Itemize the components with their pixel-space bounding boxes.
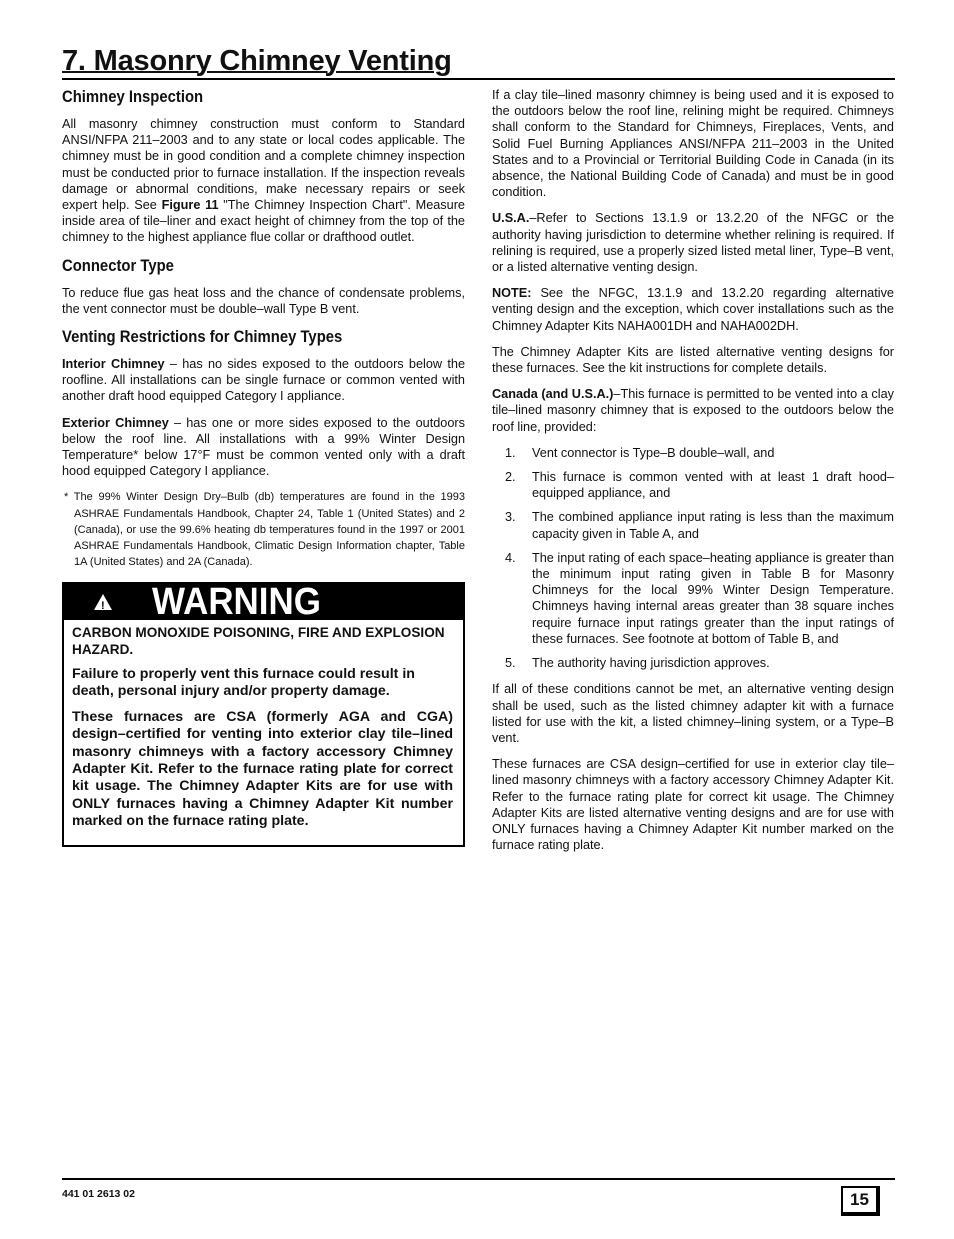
- chimney-inspection-text-1: All masonry chimney construction must conform to Standard ANSI/NFPA 211–2003 and to any state or local codes applicable. The chimney must be in good condition and a complete chimney inspection must be conducted prior to furnace installation. If the inspection reveals damage or abnormal conditions, make necessary repairs or seek expert help. See: [62, 117, 465, 213]
- page-title-text: 7. Masonry Chimney Venting: [62, 45, 452, 77]
- list-item-number: 2.: [505, 470, 516, 485]
- right-column: [492, 87, 894, 863]
- alternative-venting-paragraph: If all of these conditions cannot be met, an alternative venting design shall be used, such as the listed chimney adapter kit with a furnace listed for use with the kit, a listed chimney–lining system, or a Type–B vent.: [492, 682, 894, 745]
- canada-text: –This furnace is permitted to be vented into a clay tile–lined masonry chimney that is exposed to the outdoors below the roof line, provided:: [492, 387, 894, 434]
- warning-box: [62, 582, 465, 847]
- interior-chimney-text: – has no sides exposed to the outdoors below the roofline. All installations can be single furnace or common vented with another draft hood equipped Category I appliance.: [62, 357, 466, 404]
- list-item: [492, 445, 894, 461]
- note-text: See the NFGC, 13.1.9 and 13.2.20 regarding alternative venting design and the exception, which cover installations such as the Chimney Adapter Kits NAHA001DH and NAHA002DH.: [492, 286, 894, 333]
- document-number: 441 01 2613 02: [62, 1188, 135, 1200]
- warning-hazard: CARBON MONOXIDE POISONING, FIRE AND EXPLOSION HAZARD.: [72, 624, 445, 657]
- warning-title: WARNING: [152, 580, 321, 623]
- list-item-number: 4.: [505, 550, 516, 565]
- relining-intro: If a clay tile–lined masonry chimney is being used and it is exposed to the outdoors below the roof line, relining might be required. Chimneys shall conform to the Standard for Chimneys, Fireplaces, Vents, and Solid Fuel Burning Appliances ANSI/NFPA 211–2003 in the United States and to a Provincial or Territorial Building Code in Canada (in its absence, the National Building Code of Canada) and must be in good condition.: [492, 88, 894, 200]
- conditions-list: [492, 445, 894, 671]
- warning-triangle-icon: [94, 594, 112, 610]
- list-item-number: 3.: [505, 510, 516, 525]
- list-item: [492, 550, 894, 647]
- list-item: [492, 509, 894, 541]
- kits-paragraph: The Chimney Adapter Kits are listed alternative venting designs for these furnaces. See the kit instructions for complete details.: [492, 344, 894, 376]
- list-item-text: The input rating of each space–heating appliance is greater than the minimum input rating given in Table B for Masonry Chimneys for the local 99% Winter Design Temperature. Chimneys having internal areas greater than 38 square inches require furnace input ratings greater than the input ratings of these furnaces. See footnote at bottom of Table B, and: [532, 550, 894, 646]
- exterior-chimney-text: – has one or more sides exposed to the outdoors below the roof line. All installations with a 99% Winter Design Temperature* below 17°F must be common vented only with a draft hood equipped Category I appliance.: [62, 415, 465, 479]
- canada-lead: Canada (and U.S.A.): [492, 387, 614, 402]
- warning-paragraph-1: Failure to properly vent this furnace could result in death, personal injury and/or property damage.: [72, 665, 415, 700]
- list-item: [492, 655, 894, 671]
- figure-11-reference[interactable]: Figure 11: [161, 198, 219, 213]
- warning-symbol: !: [101, 599, 105, 612]
- chimney-inspection-text: [62, 116, 465, 246]
- list-item-text: This furnace is common vented with at least 1 draft hood–equipped appliance, and: [532, 470, 894, 501]
- page-title: [62, 46, 895, 80]
- footer-rule: [62, 1178, 895, 1180]
- list-item-text: Vent connector is Type–B double–wall, and: [532, 445, 775, 460]
- design-temperature-footnote: * The 99% Winter Design Dry–Bulb (db) temperatures are found in the 1993 ASHRAE Fundamentals Handbook, Chapter 24, Table 1 (United States) and 2 (Canada), or use the 99.6% heating db temperatures found in the 1997 or 2001 ASHRAE Fundamentals Handbook, Climatic Design Information chapter, Table 1A (United States) and 2A (Canada).: [64, 491, 465, 568]
- csa-certified-paragraph: These furnaces are CSA design–certified for use in exterior clay tile–lined masonry chimneys with a factory accessory Chimney Adapter Kit. Refer to the furnace rating plate for correct kit usage. The Chimney Adapter Kits are listed alternative venting designs and are for use with ONLY furnaces having a Chimney Adapter Kit number marked on the furnace rating plate.: [492, 757, 894, 853]
- chimney-inspection-heading: Chimney Inspection: [62, 88, 204, 106]
- exterior-chimney-paragraph: [62, 415, 465, 480]
- list-item-number: 5.: [505, 656, 516, 671]
- interior-chimney-lead: Interior Chimney: [62, 357, 165, 372]
- connector-type-text: To reduce flue gas heat loss and the chance of condensate problems, the vent connector must be double–wall Type B vent.: [62, 285, 465, 316]
- page-number: 15: [841, 1186, 880, 1216]
- list-item: [492, 469, 894, 501]
- exterior-chimney-lead: Exterior Chimney: [62, 415, 169, 430]
- usa-text: –Refer to Sections 13.1.9 or 13.2.20 of the NFGC or the authority having jurisdiction to determine whether relining is required. If relining is required, use a properly sized listed metal liner, Type–B vent, or a listed alternative venting design.: [492, 211, 894, 275]
- warning-banner: [64, 580, 463, 623]
- chimney-inspection-text-2: "The Chimney Inspection Chart". Measure inside area of tile–liner and exact height of chimney from the top of the chimney to the highest appliance flue collar or drafthood outlet.: [62, 198, 465, 245]
- usa-lead: U.S.A.: [492, 211, 530, 226]
- list-item-text: The authority having jurisdiction approves.: [532, 656, 770, 671]
- note-lead: NOTE:: [492, 286, 532, 301]
- venting-restrictions-heading: Venting Restrictions for Chimney Types: [62, 328, 343, 347]
- list-item-text: The combined appliance input rating is less than the maximum capacity given in Table A, and: [532, 510, 894, 541]
- left-column: [62, 87, 465, 847]
- warning-paragraph-2: These furnaces are CSA (formerly AGA and CGA) design–certified for venting into exterior clay tile–lined masonry chimneys with a factory accessory Chimney Adapter Kit. Refer to the furnace rating plate for correct kit usage. The Chimney Adapter Kits are for use with ONLY furnaces having a Chimney Adapter Kit number marked on the furnace rating plate.: [72, 708, 453, 830]
- list-item-number: 1.: [505, 445, 516, 460]
- note-paragraph: [492, 285, 894, 334]
- warning-body: [64, 620, 463, 845]
- interior-chimney-paragraph: [62, 356, 465, 405]
- connector-type-heading: Connector Type: [62, 256, 174, 275]
- canada-paragraph: [492, 386, 894, 435]
- usa-paragraph: [492, 210, 894, 275]
